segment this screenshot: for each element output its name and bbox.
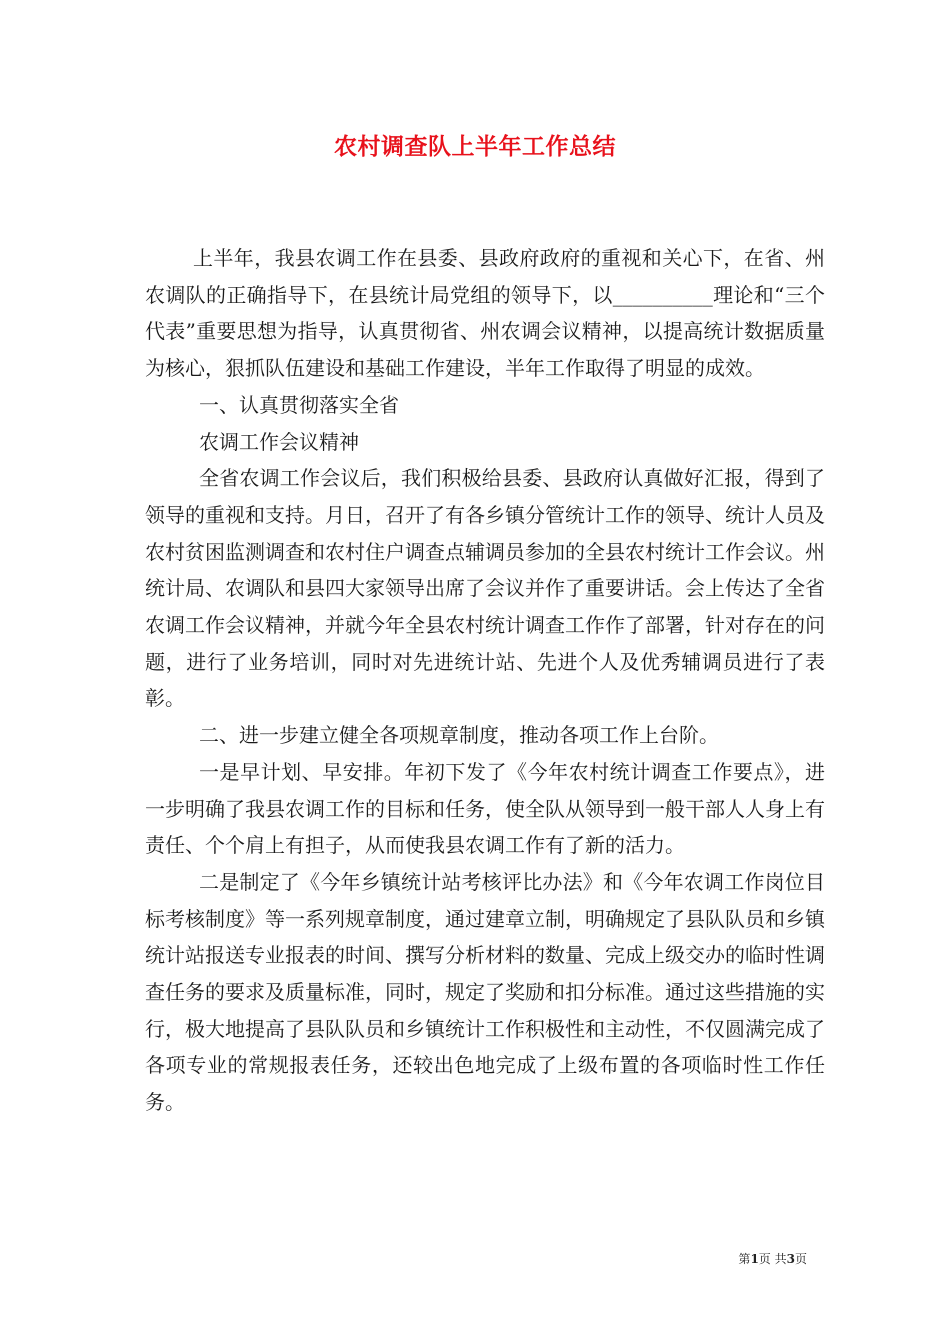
section-heading-1-line-1: 一、认真贯彻落实全省 <box>199 392 399 417</box>
section-heading-2: 二、进一步建立健全各项规章制度，推动各项工作上台阶。 <box>199 723 719 748</box>
page-number-footer <box>738 1250 807 1267</box>
document-body <box>145 240 825 1121</box>
footer-prefix: 第 <box>738 1252 751 1266</box>
paragraph-meeting: 全省农调工作会议后，我们积极给县委、县政府认真做好汇报，得到了领导的重视和支持。月日，召开了有各乡镇分管统计工作的领导、统计人员及农村贫困监测调查和农村住户调查点辅调员参加的全县农村统计工作会议。州统计局、农调队和县四大家领导出席了会议并作了重要讲话。会上传达了全省农调工作会议精神，并就今年全县农村统计调查工作作了部署，针对存在的问题，进行了业务培训，同时对先进统计站、先进个人及优秀辅调员进行了表彰。 <box>145 466 825 711</box>
paragraph-plan: 一是早计划、早安排。年初下发了《今年农村统计调查工作要点》，进一步明确了我县农调工作的目标和任务，使全队从领导到一般干部人人身上有责任、个个肩上有担子，从而使我县农调工作有了新的活力。 <box>145 759 825 858</box>
paragraph-rules: 二是制定了《今年乡镇统计站考核评比办法》和《今年农调工作岗位目标考核制度》等一系列规章制度，通过建章立制，明确规定了县队队员和乡镇统计站报送专业报表的时间、撰写分析材料的数量、完成上级交办的临时性调查任务的要求及质量标准，同时，规定了奖励和扣分标准。通过这些措施的实行，极大地提高了县队队员和乡镇统计工作积极性和主动性，不仅圆满完成了各项专业的常规报表任务，还较出色地完成了上级布置的各项临时性工作任务。 <box>145 869 825 1115</box>
footer-total-pages: 3 <box>786 1252 795 1266</box>
paragraph-intro: 上半年，我县农调工作在县委、县政府政府的重视和关心下，在省、州农调队的正确指导下，在县统计局党组的领导下，以__________理论和“三个代表”重要思想为指导，认真贯彻省、州农调会议精神，以提高统计数据质量为核心，狠抓队伍建设和基础工作建设，半年工作取得了明显的成效。 <box>145 246 825 381</box>
footer-suffix: 页 <box>794 1252 807 1266</box>
document-title: 农村调查队上半年工作总结 <box>334 133 616 160</box>
footer-middle: 页 共 <box>758 1252 787 1266</box>
footer-current-page: 1 <box>750 1252 759 1266</box>
section-heading-1-line-2: 农调工作会议精神 <box>199 429 359 454</box>
